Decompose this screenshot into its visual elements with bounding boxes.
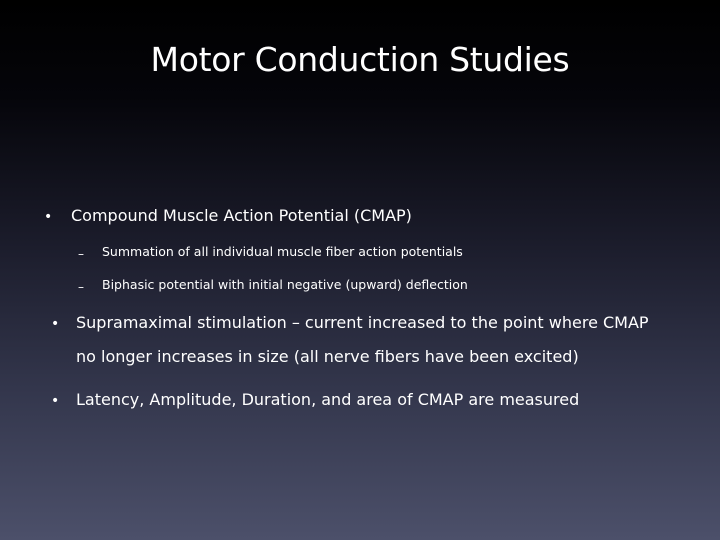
bullet-marker [51,313,59,332]
slide-title: Motor Conduction Studies [150,40,570,79]
sub-bullet-marker [78,243,84,262]
bullet-icon: • [44,209,53,225]
bullet-text-cmap: Compound Muscle Action Potential (CMAP) [71,206,412,225]
bullet-marker [51,390,59,409]
sub-bullet-marker [78,276,84,295]
sub-bullet-text-summation: Summation of all individual muscle fiber action potentials [102,244,463,259]
dash-icon: – [78,280,84,294]
bullet-icon: • [51,316,60,332]
bullet-icon: • [51,393,60,409]
bullet-text-supramaximal-line1: Supramaximal stimulation – current increased to the point where CMAP [76,313,649,332]
sub-bullet-text-biphasic: Biphasic potential with initial negative (upward) deflection [102,277,468,292]
bullet-text-supramaximal-line2: no longer increases in size (all nerve fibers have been excited) [76,347,579,366]
bullet-marker [44,206,52,225]
dash-icon: – [78,247,84,261]
bullet-text-latency: Latency, Amplitude, Duration, and area of CMAP are measured [76,390,580,409]
